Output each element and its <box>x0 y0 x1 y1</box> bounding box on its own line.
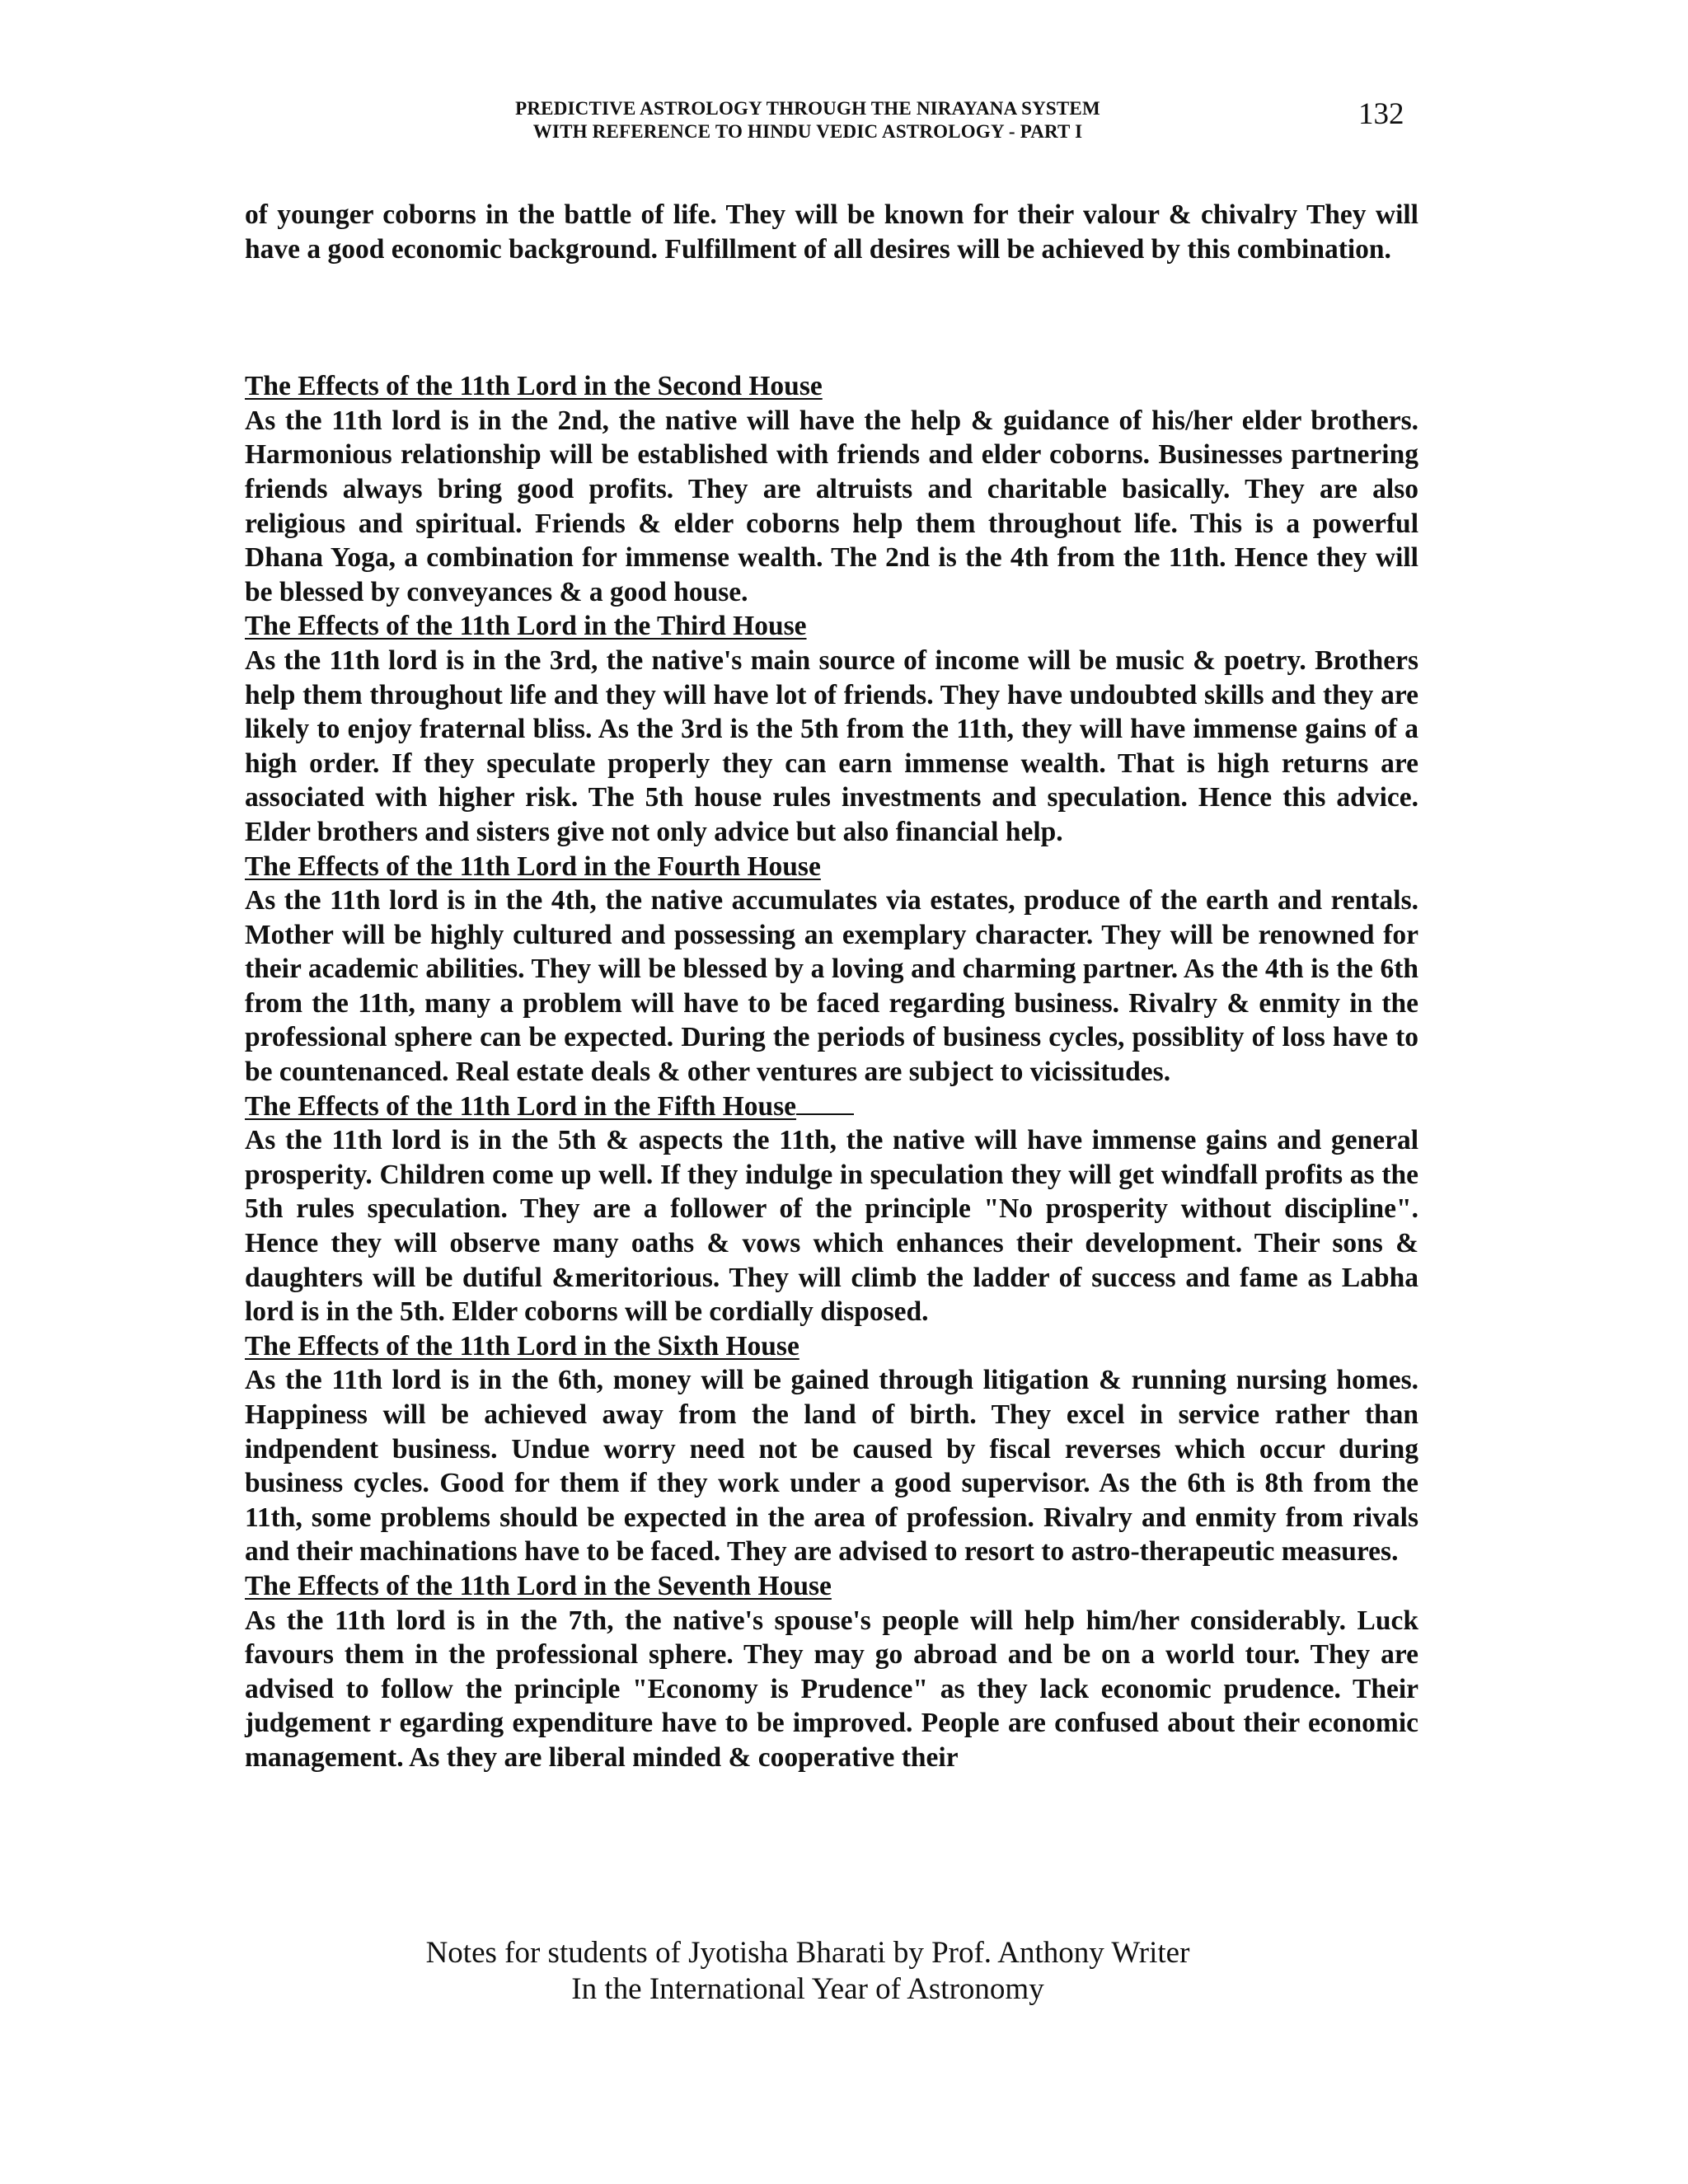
section-heading-second-house: The Effects of the 11th Lord in the Second House <box>245 371 823 402</box>
section-heading-sixth-house: The Effects of the 11th Lord in the Sixth House <box>245 1330 799 1361</box>
section-heading-fifth-house: The Effects of the 11th Lord in the Fifth House <box>245 1090 797 1122</box>
section-text-fourth-house: As the 11th lord is in the 4th, the native accumulates via estates, produce of the earth and rentals. Mother will be highly cultured and possessing an exemplary character. They will be renowned for their academic abilities. They will be blessed by a loving and charming partner. As the 4th is the 6th from the 11th, many a problem will have to be faced regarding business. Rivalry & enmity in the professional sphere can be expected. During the periods of business cycles, possiblity of loss have to be countenanced. Real estate deals & other ventures are subject to vicissitudes. <box>245 885 1418 1088</box>
section-heading-third-house: The Effects of the 11th Lord in the Third House <box>245 611 807 642</box>
running-header <box>412 97 1203 143</box>
section-heading-seventh-house: The Effects of the 11th Lord in the Seventh House <box>245 1570 832 1601</box>
section-text-third-house: As the 11th lord is in the 3rd, the native's main source of income will be music & poetry. Brothers help them throughout life and they will have lot of friends. They have undoubted skills and they are likely to enjoy fraternal bliss. As the 3rd is the 5th from the 11th, they will have immense gains of a high order. If they speculate properly they can earn immense wealth. That is high returns are associated with higher risk. The 5th house rules investments and speculation. Hence this advice. Elder brothers and sisters give not only advice but also financial help. <box>245 644 1418 847</box>
section-text-fifth-house: As the 11th lord is in the 5th & aspects the 11th, the native will have immense gains and general prosperity. Children come up well. If they indulge in speculation they will get windfall profits as the 5th rules speculation. They are a follower of the principle "No prosperity without discipline". Hence they will observe many oaths & vows which enhances their development. Their sons & daughters will be dutiful &meritorious. They will climb the ladder of success and fame as Labha lord is in the 5th. Elder coborns will be cordially disposed. <box>245 1125 1418 1328</box>
footer-line-1: Notes for students of Jyotisha Bharati by Prof. Anthony Writer <box>425 1936 1190 1970</box>
heading-underline-tail <box>796 1113 854 1115</box>
section-heading-fifth-house-wrapper <box>245 1090 1418 1124</box>
section-text-sixth-house: As the 11th lord is in the 6th, money will be gained through litigation & running nursing homes. Happiness will be achieved away from the land of birth. They excel in service rather than indpendent business. Undue worry need not be caused by fiscal reverses which occur during business cycles. Good for them if they work under a good supervisor. As the 6th is 8th from the 11th, some problems should be expected in the area of profession. Rivalry and enmity from rivals and their machinations have to be faced. They are advised to resort to astro-therapeutic measures. <box>245 1365 1418 1568</box>
header-title-line-2: WITH REFERENCE TO HINDU VEDIC ASTROLOGY - PART I <box>532 121 1083 142</box>
section-text-seventh-house: As the 11th lord is in the 7th, the native's spouse's people will help him/her considerably. Luck favours them in the professional sphere. They may go abroad and be on a world tour. They are advised to follow the principle "Economy is Prudence" as they lack economic prudence. Their judgement r egarding expenditure have to be improved. People are confused about their economic management. As they are liberal minded & cooperative their <box>245 1605 1418 1773</box>
intro-paragraph: of younger coborns in the battle of life. They will be known for their valour & chivalry They will have a good economic background. Fulfillment of all desires will be achieved by this combination. <box>245 199 1418 265</box>
paragraph-gap <box>245 266 1418 369</box>
body-text <box>245 198 1418 1775</box>
section-text-second-house: As the 11th lord is in the 2nd, the native will have the help & guidance of his/her elder brothers. Harmonious relationship will be established with friends and elder coborns. Businesses partnering friends always bring good profits. They are altruists and charitable basically. They are also religious and spiritual. Friends & elder coborns help them throughout life. This is a powerful Dhana Yoga, a combination for immense wealth. The 2nd is the 4th from the 11th. Hence they will be blessed by conveyances & a good house. <box>245 405 1418 607</box>
header-title-line-1: PREDICTIVE ASTROLOGY THROUGH THE NIRAYANA SYSTEM <box>515 98 1100 119</box>
footer-line-2: In the International Year of Astronomy <box>571 1972 1044 2006</box>
page-footer <box>330 1935 1286 2008</box>
page-number: 132 <box>1358 97 1404 131</box>
section-heading-fourth-house: The Effects of the 11th Lord in the Fourth House <box>245 851 821 882</box>
